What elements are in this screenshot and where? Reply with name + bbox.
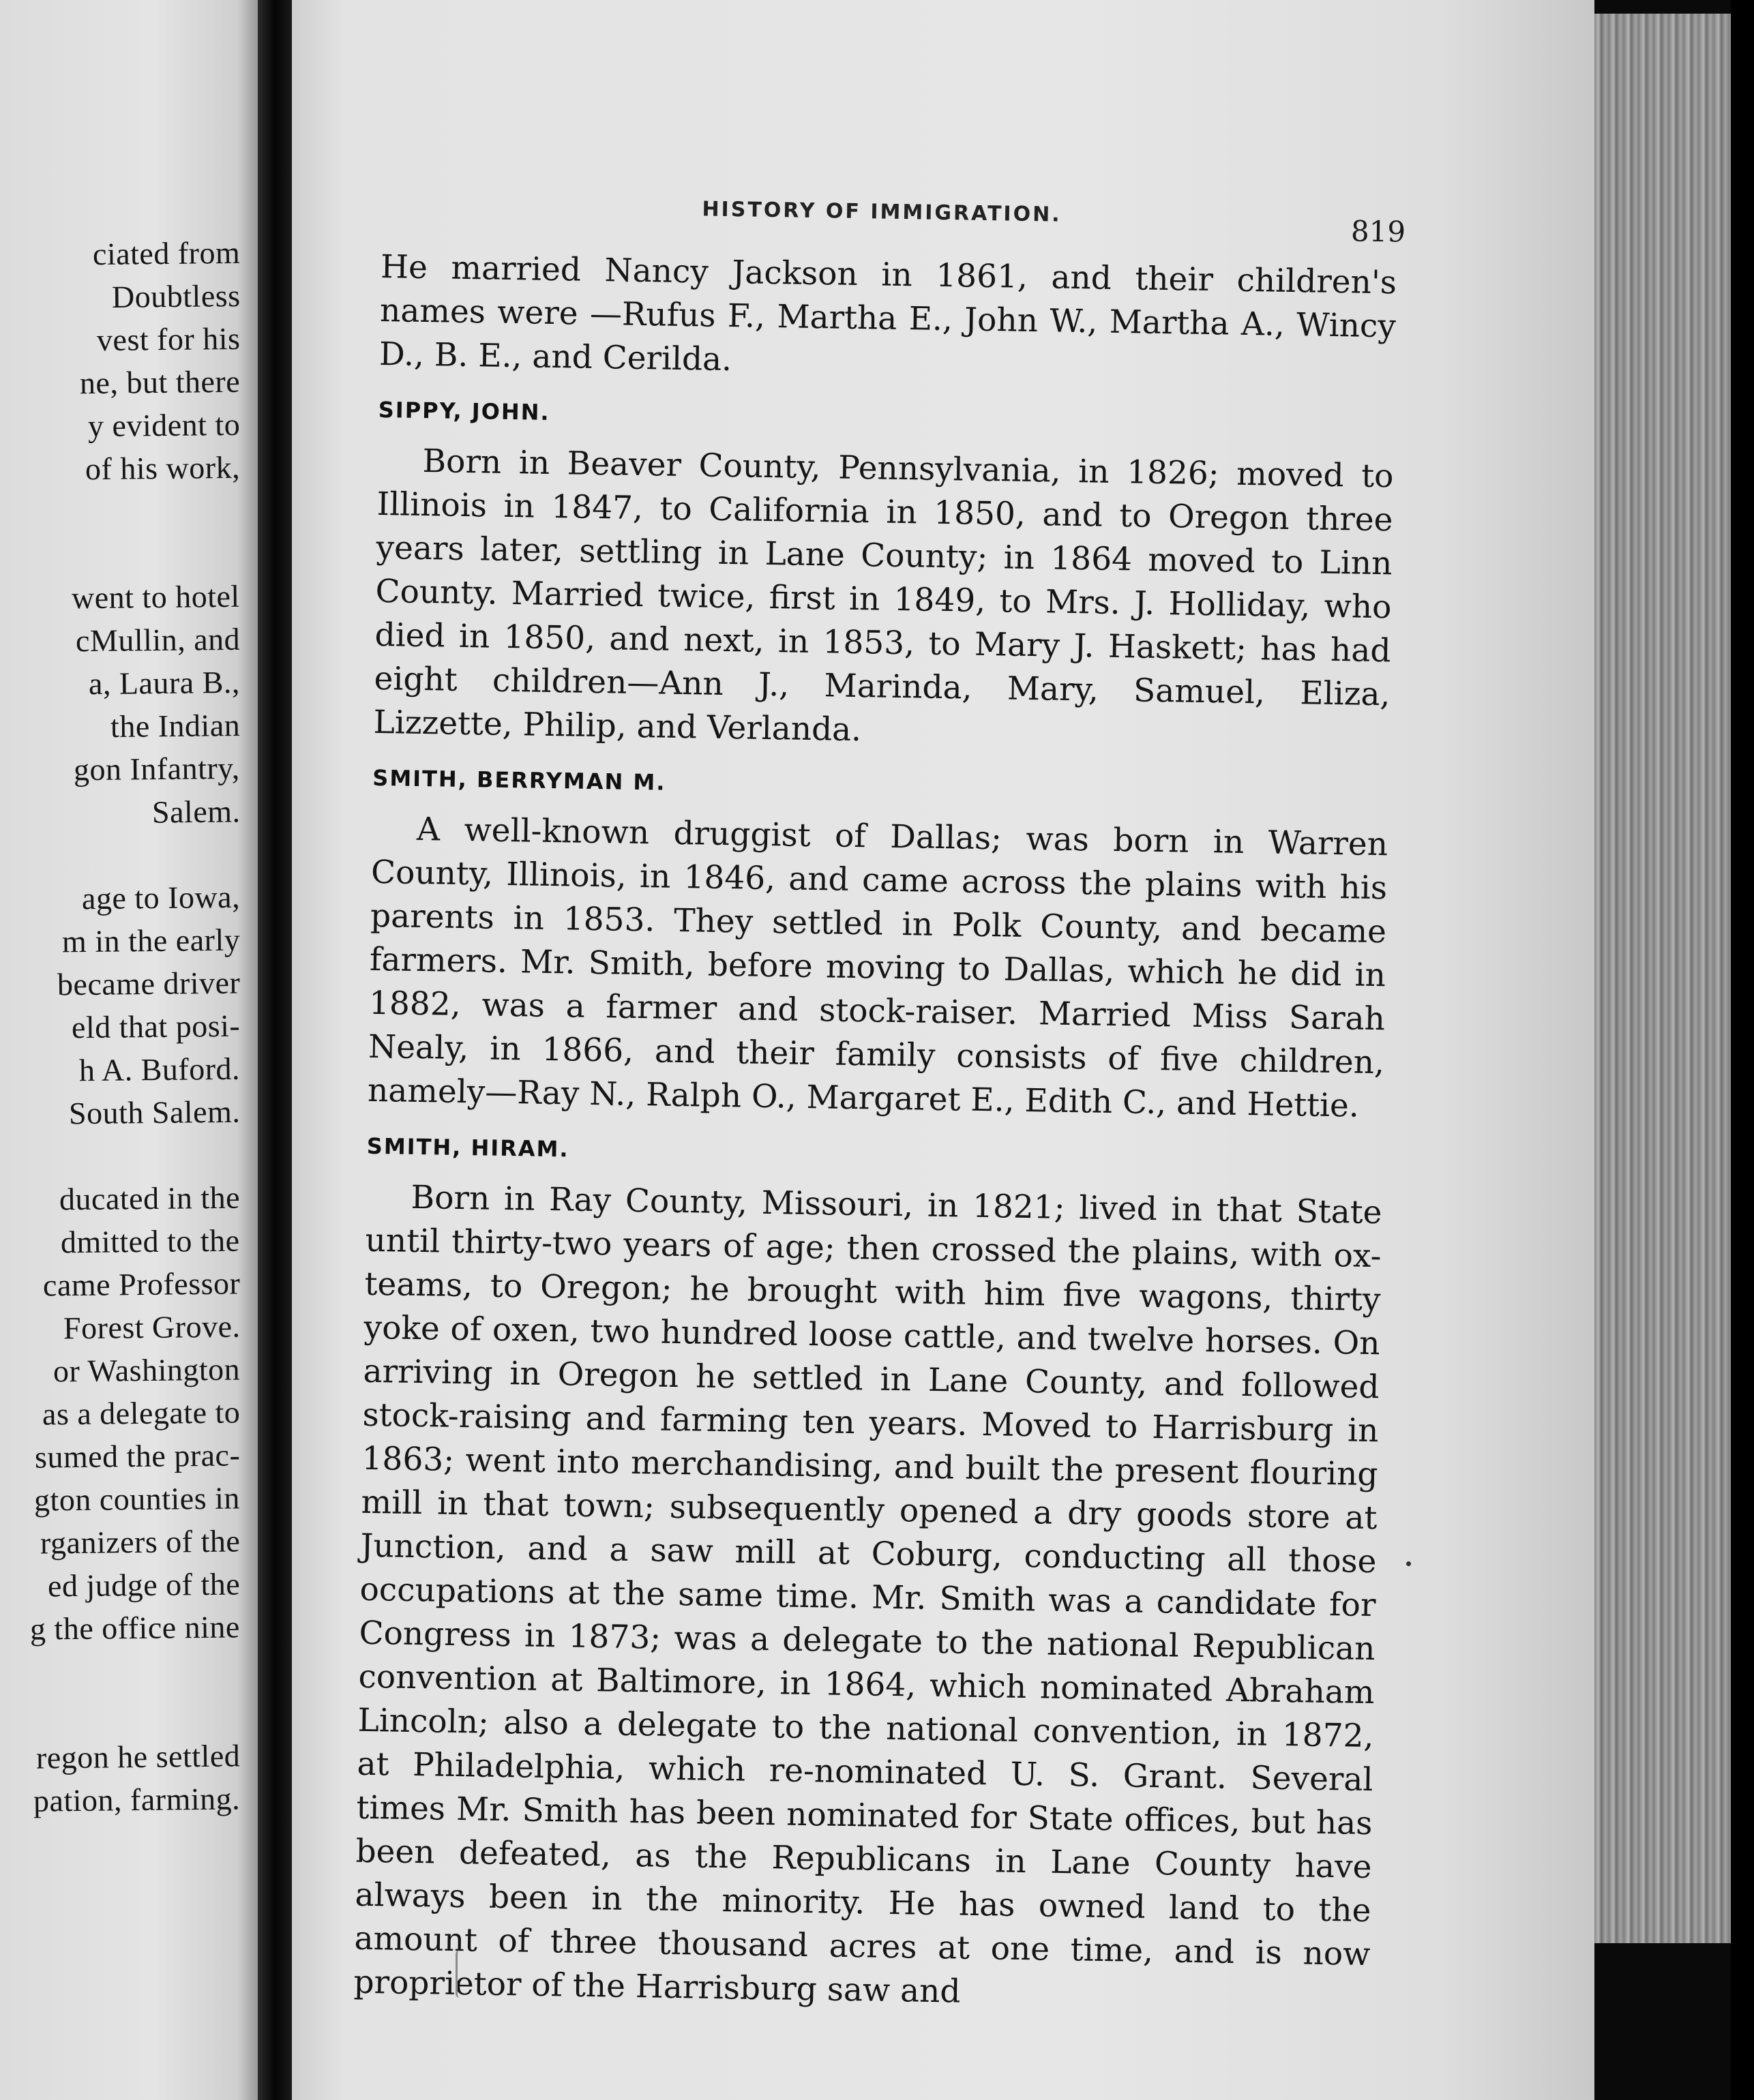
left-page-line: Salem. <box>151 794 241 830</box>
left-page-line: Doubtless <box>111 278 241 314</box>
left-page-line: the Indian <box>110 708 241 744</box>
ink-smudge-mark <box>456 1950 464 1998</box>
book-gutter <box>258 0 292 2100</box>
left-page-line: ed judge of the <box>47 1566 241 1604</box>
entry-heading: SMITH, BERRYMAN M. <box>372 764 666 796</box>
left-page-line: of his work, <box>85 449 241 487</box>
entry-text: Born in Ray County, Missouri, in 1821; lived in that State until thirty-two years of age; then crossed the plains, with ox-teams, to Oregon; he brought with him five wagons, thirty yoke of oxen, two hundred loose cattle, and twelve horses. On arriving in Oregon he settled in Lane County, and followed stock-raising and farming ten years. Moved to Harrisburg in 1863; went into merchandising, and built the present flouring mill in that town; subsequently opened a dry goods store at Junction, and a saw mill at Coburg, conducting all those occupations at the same time. Mr. Smith was a candidate for Congress in 1873; was a delegate to the national Republican convention at Baltimore, in 1864, which nominated Abraham Lincoln; also a delegate to the national convention, in 1872, at Philadelphia, which re-nominated U. S. Grant. Several times Mr. Smith has been nominated for State offices, but has been defeated, as the Republicans in Lane County have always been in the minority. He has owned land to the amount of three thousand acres at one time, and is now proprietor of the Harrisburg saw and <box>353 1178 1382 2011</box>
left-page-line: age to Iowa, <box>81 879 241 916</box>
left-page-line: m in the early <box>61 922 241 959</box>
left-page-line: y evident to <box>87 406 241 444</box>
left-page-line: a, Laura B., <box>88 664 241 702</box>
entry-text: A well-known druggist of Dallas; was born in Warren County, Illinois, in 1846, and came across the plains with his parents in 1853. They settled in Polk County, and became farmers. Mr. Smith, before moving to Dallas, which he did in 1882, was a farmer and stock-raiser. Married Miss Sarah Nealy, in 1866, and their family consists of five children, namely—Ray N., Ralph O., Margaret E., Edith C., and Hettie. <box>367 810 1388 1125</box>
left-page-line: became driver <box>57 965 241 1002</box>
entry-smith-hiram <box>353 1133 1383 2020</box>
left-page-line: eld that posi- <box>71 1008 241 1045</box>
entry-text: Born in Beaver County, Pennsylvania, in 1826; moved to Illinois in 1847, to California in 1850, and to Oregon three years later, settling in Lane County; in 1864 moved to Linn County. Married twice, first in 1849, to Mrs. J. Holliday, who died in 1850, and next, in 1853, to Mary J. Haskett; has had eight children—Ann J., Marinda, Mary, Samuel, Eliza, Lizzette, Philip, and Verlanda. <box>373 442 1394 749</box>
left-page-fragment <box>0 0 258 2100</box>
left-page-line: cMullin, and <box>75 621 241 659</box>
left-page-line: h A. Buford. <box>78 1051 241 1088</box>
intro-paragraph: He married Nancy Jackson in 1861, and their children's names were —Rufus F., Martha E., John W., Martha A., Wincy D., B. E., and Cerilda. <box>378 247 1397 379</box>
left-page-line: regon he settled <box>35 1738 241 1775</box>
page-number: 819 <box>1350 214 1406 249</box>
left-page-line: came Professor <box>42 1265 241 1303</box>
left-page-line: gton counties in <box>33 1480 241 1518</box>
left-page-line: sumed the prac- <box>34 1437 241 1475</box>
left-page-line: dmitted to the <box>61 1222 241 1260</box>
page-edges <box>1594 14 1731 1943</box>
entry-heading: SMITH, HIRAM. <box>366 1132 569 1162</box>
ink-dot-mark <box>1406 1561 1411 1566</box>
entry-heading: SIPPY, JOHN. <box>378 396 550 425</box>
left-page-line: or Washington <box>53 1351 241 1389</box>
left-page-line: Forest Grove. <box>63 1308 241 1346</box>
page-edge-shadow <box>1731 0 1754 2100</box>
page-content <box>353 184 1406 2020</box>
left-page-line: pation, farming. <box>33 1781 241 1818</box>
left-page-line: as a delegate to <box>42 1394 241 1432</box>
entry-sippy-john <box>373 397 1395 760</box>
left-page-line: g the office nine <box>29 1609 241 1647</box>
entry-smith-berryman <box>368 765 1389 1128</box>
running-title: HISTORY OF IMMIGRATION. <box>702 197 1062 227</box>
left-page-line: vest for his <box>96 320 241 358</box>
left-page-line: ciated from <box>92 235 241 272</box>
left-page-line: ne, but there <box>79 363 241 401</box>
left-page-line: went to hotel <box>72 578 241 616</box>
left-page-line: rganizers of the <box>40 1523 241 1561</box>
left-page-line: gon Infantry, <box>74 750 241 787</box>
left-page-line: South Salem. <box>68 1094 241 1131</box>
left-page-line: ducated in the <box>59 1180 241 1217</box>
